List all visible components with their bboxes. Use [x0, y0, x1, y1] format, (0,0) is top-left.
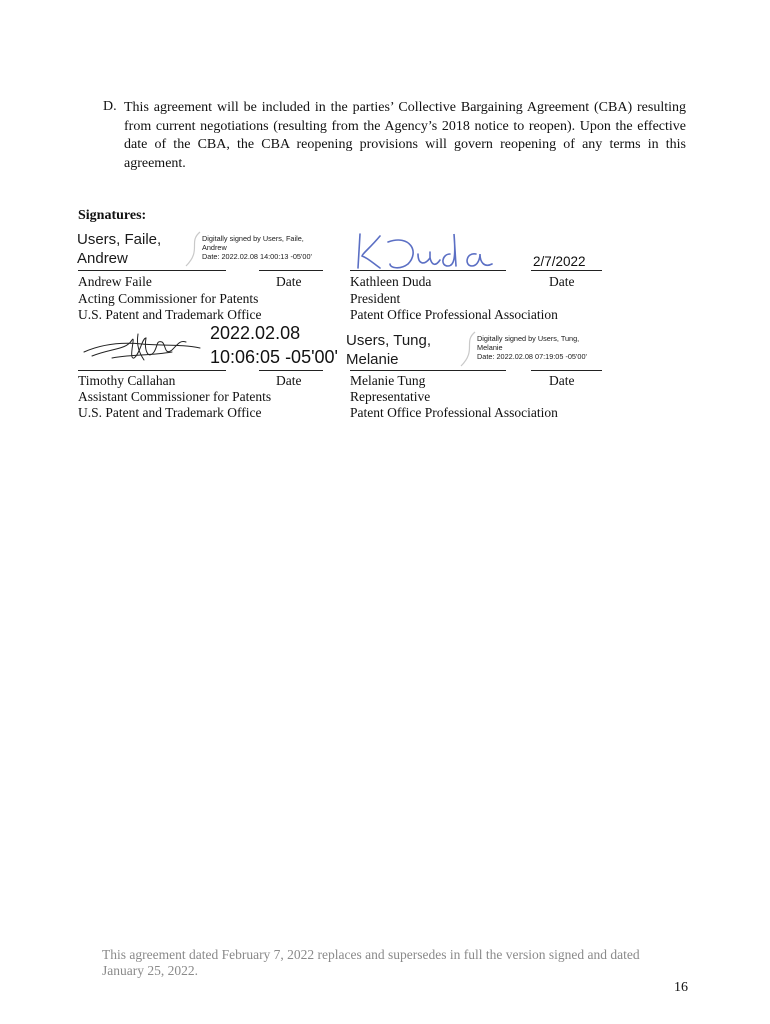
digital-signature-details: Digitally signed by Users, Tung, Melanie Date: 2022.02.08 07:19:05 -05'00' — [477, 334, 587, 361]
digital-signature-name: Users, Tung, Melanie — [346, 332, 432, 368]
signer-org: U.S. Patent and Trademark Office — [78, 307, 262, 322]
handwritten-signature-icon — [350, 224, 510, 274]
signature-flourish-icon — [455, 330, 479, 370]
signer-name: Timothy Callahan — [78, 373, 176, 388]
date-line — [531, 370, 602, 371]
signature-line — [350, 270, 506, 271]
signer-title: Acting Commissioner for Patents — [78, 291, 259, 306]
signer-name: Melanie Tung — [350, 373, 426, 388]
signer-org: U.S. Patent and Trademark Office — [78, 405, 262, 420]
digital-signature-name: Users, Faile, Andrew — [77, 231, 162, 267]
date-label: Date — [276, 373, 302, 388]
footnote: This agreement dated February 7, 2022 replaces and supersedes in full the version signed and dated January 25, 2022. — [102, 947, 640, 978]
signature-line — [350, 370, 506, 371]
handwritten-date: 2/7/2022 — [533, 254, 586, 269]
date-label: Date — [276, 274, 302, 289]
signer-title: President — [350, 291, 401, 306]
page-number: 16 — [674, 980, 688, 995]
date-line — [259, 270, 323, 271]
signature-line — [78, 370, 226, 371]
date-line — [531, 270, 602, 271]
signatures-heading: Signatures: — [78, 208, 147, 223]
date-label: Date — [549, 373, 575, 388]
clause-label: D. — [103, 99, 117, 114]
signer-org: Patent Office Professional Association — [350, 405, 558, 420]
handwritten-signature-icon — [82, 330, 202, 366]
digital-signature-details: Digitally signed by Users, Faile, Andrew Date: 2022.02.08 14:00:13 -05'00' — [202, 234, 312, 261]
signer-org: Patent Office Professional Association — [350, 307, 558, 322]
signer-title: Representative — [350, 389, 431, 404]
signature-date-stamp: 2022.02.08 10:06:05 -05'00' — [210, 323, 338, 367]
signer-name: Andrew Faile — [78, 274, 152, 289]
signer-name: Kathleen Duda — [350, 274, 432, 289]
signer-title: Assistant Commissioner for Patents — [78, 389, 272, 404]
signature-line — [78, 270, 226, 271]
date-label: Date — [549, 274, 575, 289]
date-line — [259, 370, 323, 371]
clause-text: This agreement will be included in the parties’ Collective Bargaining Agreement (CBA) resulting from current negotiations (resulting from the Agency’s 2018 notice to reopen). Upon the effective date of the CBA, the CBA reopening provisions will govern reopening of any terms in this agreement. — [124, 100, 686, 171]
signature-flourish-icon — [180, 230, 204, 270]
